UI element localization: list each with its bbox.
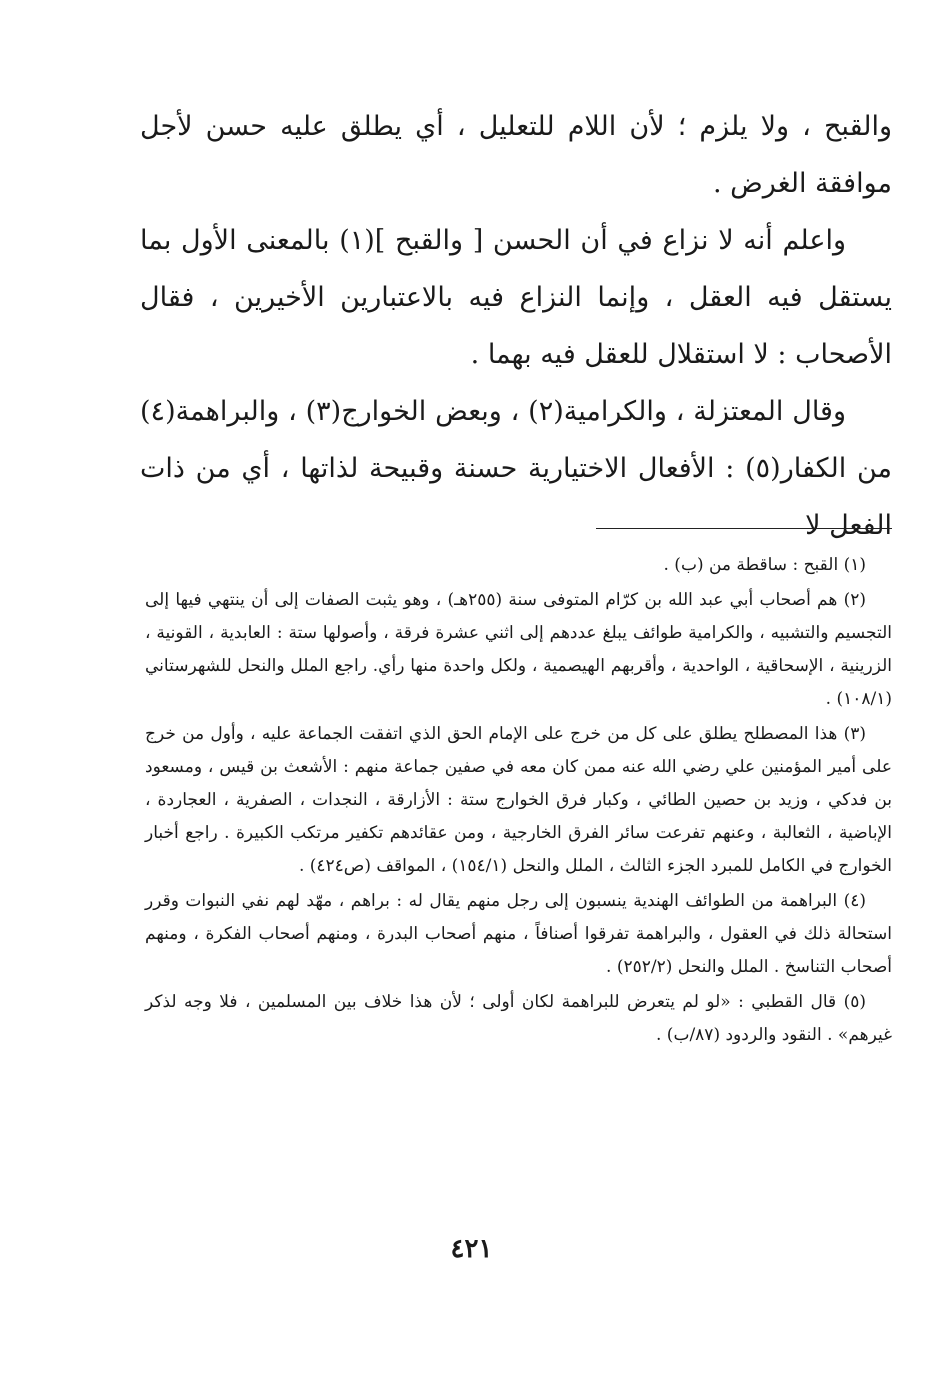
footnote-5: (٥) قال القطبي : «لو لم يتعرض للبراهمة لكان أولى ؛ لأن هذا خلاف بين المسلمين ، فلا وجه لذكر غيرهم» . النقود والردود (٨٧/ب) . (145, 992, 892, 1045)
main-paragraph-1: والقبح ، ولا يلزم ؛ لأن اللام للتعليل ، أي يطلق عليه حسن لأجل موافقة الغرض . (140, 111, 892, 199)
footnote-3: (٣) هذا المصطلح يطلق على كل من خرج على الإمام الحق الذي اتفقت الجماعة عليه ، وأول من خرج على أمير المؤمنين علي رضي الله عنه ممن كان معه في صفين جماعة منهم : الأشعث بن قيس ، ومسعود بن فدكي ، وزيد بن حصين الطائي ، وكبار فرق الخوارج ستة : الأزارقة ، النجدات ، الصفرية ، العجاردة ، الإباضية ، الثعالبة ، وعنهم تفرعت سائر الفرق الخارجية ، ومن عقائدهم تكفير مرتكب الكبيرة . راجع أخبار الخوارج في الكامل للمبرد الجزء الثالث ، الملل والنحل (١٥٤/١) ، المواقف (ص٤٢٤) . (145, 724, 892, 876)
footnote-2: (٢) هم أصحاب أبي عبد الله بن كرّام المتوفى سنة (٢٥٥هـ) ، وهو يثبت الصفات إلى أن ينتهي فيها إلى التجسيم والتشبيه ، والكرامية طوائف يبلغ عددهم إلى اثني عشرة فرقة ، وأصولها ستة : العابدية ، القونية ، الزرينية ، الإسحاقية ، الواحدية ، وأقربهم الهيصمية ، ولكل واحدة منها رأي. راجع الملل والنحل للشهرستاني (١٠٨/١) . (145, 590, 892, 709)
main-body-text (140, 98, 892, 554)
footnotes-section (145, 549, 892, 1054)
footnote-divider (596, 528, 892, 529)
main-paragraph-2: واعلم أنه لا نزاع في أن الحسن [ والقبح ](١) بالمعنى الأول بما يستقل فيه العقل ، وإنما النزاع فيه بالاعتبارين الأخيرين ، فقال الأصحاب : لا استقلال للعقل فيه بهما . (140, 225, 892, 370)
main-paragraph-3: وقال المعتزلة ، والكرامية(٢) ، وبعض الخوارج(٣) ، والبراهمة(٤) من الكفار(٥) : الأفعال الاختيارية حسنة وقبيحة لذاتها ، أي من ذات الفعل لا (140, 396, 892, 541)
footnote-4: (٤) البراهمة من الطوائف الهندية ينسبون إلى رجل منهم يقال له : براهم ، مهّد لهم نفي النبوات وقرر استحالة ذلك في العقول ، والبراهمة تفرقوا أصنافاً ، منهم أصحاب البدرة ، ومنهم أصحاب الفكرة ، ومنهم أصحاب التناسخ . الملل والنحل (٢٥٢/٢) . (145, 891, 892, 977)
footnote-1: (١) القبح : ساقطة من (ب) . (663, 555, 866, 575)
page-number: ٤٢١ (450, 1234, 493, 1264)
